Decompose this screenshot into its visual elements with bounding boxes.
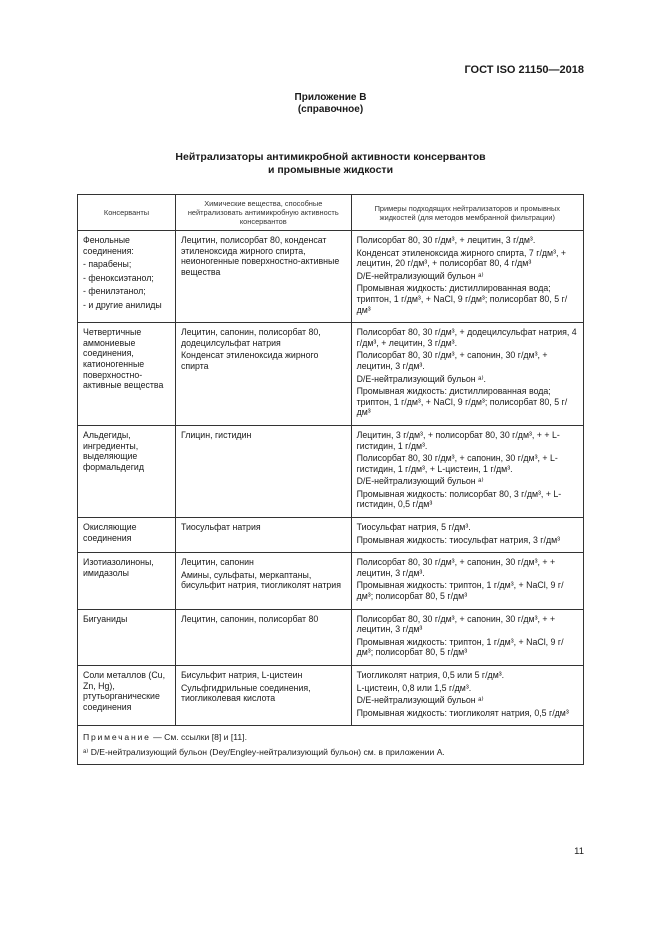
examples-cell <box>351 323 583 426</box>
table-row <box>78 609 584 665</box>
preservative-cell <box>78 231 176 323</box>
cell-line: Промывная жидкость: дистиллированная вода; триптон, 1 г/дм³, + NaCl, 9 г/дм³; полисорбат 80, 5 г/дм³ <box>356 283 568 315</box>
note-cell <box>78 726 584 765</box>
cell-line: Глицин, гистидин <box>180 429 252 440</box>
cell-line: Лецитин, сапонин, полисорбат 80, додецилсульфат натрия <box>180 327 321 348</box>
examples-cell <box>351 553 583 609</box>
cell-line: Промывная жидкость: триптон, 1 г/дм³, + NaCl, 9 г/дм³; полисорбат 80, 5 г/дм³ <box>356 580 564 602</box>
note-line <box>83 732 578 743</box>
note-row <box>78 726 584 765</box>
chemicals-cell <box>175 666 351 726</box>
cell-line: Бигуаниды <box>83 613 128 624</box>
cell-line: Четвертичные аммониевые соединения, катионогенные поверхностно-активные вещества <box>83 327 164 391</box>
table-header-row <box>78 195 584 231</box>
cell-line: Полисорбат 80, 30 г/дм³, + сапонин, 30 г/дм³, + L-гистидин, 1 г/дм³, + L-цистеин, 1 г/дм³. <box>356 453 558 474</box>
cell-line: Лецитин, сапонин, полисорбат 80 <box>180 613 319 624</box>
cell-line: Тиосульфат натрия <box>180 522 261 533</box>
cell-line: L-цистеин, 0,8 или 1,5 г/дм³. <box>356 682 472 693</box>
preservative-cell <box>78 425 176 517</box>
footnote: ᵃ⁾ D/E-нейтрализующий бульон (Dey/Engley-нейтрализующий бульон) см. в приложении А. <box>83 747 445 758</box>
cell-line: Окисляющие соединения <box>83 522 137 543</box>
cell-line: Полисорбат 80, 30 г/дм³, + лецитин, 3 г/дм³. <box>356 235 536 245</box>
cell-line: Промывная жидкость: полисорбат 80, 3 г/дм³, + L-гистидин, 0,5 г/дм³ <box>356 488 562 510</box>
cell-line: - и другие анилиды <box>83 299 162 310</box>
appendix-title: Приложение В <box>294 92 367 103</box>
standard-code: ГОСТ ISO 21150—2018 <box>464 64 584 76</box>
table-title-line-1: Нейтрализаторы антимикробной активности консервантов <box>175 151 486 163</box>
appendix-subtitle: (справочное) <box>297 104 364 115</box>
chemicals-cell <box>175 231 351 323</box>
cell-line: D/E-нейтрализующий бульон ᵃ⁾. <box>356 373 486 384</box>
examples-cell <box>351 231 583 323</box>
cell-line: - феноксиэтанол; <box>83 272 154 283</box>
note-text: — См. ссылки [8] и [11]. <box>150 732 247 743</box>
table-title-line-2: и промывные жидкости <box>267 164 394 176</box>
cell-line: D/E-нейтрализующий бульон ᵃ⁾ <box>356 695 484 706</box>
cell-line: Фенольные соединения: <box>83 235 134 256</box>
cell-line: Лецитин, сапонин <box>180 557 254 568</box>
note-label: Примечание <box>83 732 151 743</box>
cell-line: Конденсат этиленоксида жирного спирта, 7 г/дм³, + лецитин, 20 г/дм³, + полисорбат 80, 4 г/дм³ <box>356 247 567 269</box>
cell-line: Лецитин, полисорбат 80, конденсат этиленоксида жирного спирта, неионогенные поверхностно-активные вещества <box>180 235 340 277</box>
cell-line: Соли металлов (Cu, Zn, Hg), ртутьорганические соединения <box>83 670 166 712</box>
page-number: 11 <box>574 846 584 857</box>
cell-line: Полисорбат 80, 30 г/дм³, + сапонин, 30 г/дм³, + + лецитин, 3 г/дм³. <box>356 557 556 578</box>
neutralizers-table <box>77 194 584 765</box>
cell-line: Изотиазолиноны, имидазолы <box>83 557 154 578</box>
cell-line: Конденсат этиленоксида жирного спирта <box>180 350 319 371</box>
cell-line: D/E-нейтрализующий бульон ᵃ⁾ <box>356 476 484 487</box>
cell-line: Промывная жидкость: дистиллированная вода; триптон, 1 г/дм³, + NaCl, 9 г/дм³; полисорбат 80, 5 г/дм³ <box>356 386 568 418</box>
table-row <box>78 666 584 726</box>
cell-line: Промывная жидкость: тиосульфат натрия, 3 г/дм³ <box>356 534 561 545</box>
cell-line: Промывная жидкость: триптон, 1 г/дм³, + NaCl, 9 г/дм³; полисорбат 80, 5 г/дм³ <box>356 636 564 658</box>
table-row <box>78 518 584 553</box>
cell-line: Бисульфит натрия, L-цистеин <box>180 670 303 680</box>
cell-line: Полисорбат 80, 30 г/дм³, + сапонин, 30 г/дм³, + + лецитин, 3 г/дм³ <box>356 613 556 635</box>
preservative-cell <box>78 518 176 553</box>
cell-line: D/E-нейтрализующий бульон ᵃ⁾ <box>356 270 484 281</box>
chemicals-cell <box>175 553 351 609</box>
header-examples: Примеры подходящих нейтрализаторов и промывных жидкостей (для методов мембранной фильтрации) <box>351 195 583 231</box>
preservative-cell <box>78 323 176 426</box>
header-chemicals: Химические вещества, способные нейтрализовать антимикробную активность консервантов <box>175 195 351 231</box>
table-row <box>78 323 584 426</box>
cell-line: Полисорбат 80, 30 г/дм³, + сапонин, 30 г/дм³, + лецитин, 3 г/дм³. <box>356 350 548 371</box>
cell-line: Лецитин, 3 г/дм³, + полисорбат 80, 30 г/дм³, + + L-гистидин, 1 г/дм³. <box>356 429 560 451</box>
cell-line: Амины, сульфаты, меркаптаны, бисульфит натрия, тиогликолят натрия <box>180 569 341 591</box>
examples-cell <box>351 518 583 553</box>
cell-line: - фенилэтанол; <box>83 286 146 297</box>
preservative-cell <box>78 553 176 609</box>
cell-line: Альдегиды, ингредиенты, выделяющие формальдегид <box>83 429 144 472</box>
chemicals-cell <box>175 323 351 426</box>
cell-line: - парабены; <box>83 259 132 270</box>
preservative-cell <box>78 609 176 665</box>
table-row <box>78 425 584 517</box>
examples-cell <box>351 425 583 517</box>
chemicals-cell <box>175 609 351 665</box>
chemicals-cell <box>175 425 351 517</box>
examples-cell <box>351 666 583 726</box>
appendix-heading <box>0 92 661 116</box>
preservative-cell <box>78 666 176 726</box>
cell-line: Полисорбат 80, 30 г/дм³, + додецилсульфат натрия, 4 г/дм³, + лецитин, 3 г/дм³. <box>356 327 577 348</box>
cell-line: Промывная жидкость: тиогликолят натрия, 0,5 г/дм³ <box>356 707 569 718</box>
table-row <box>78 553 584 609</box>
table-row <box>78 231 584 323</box>
cell-line: Тиосульфат натрия, 5 г/дм³. <box>356 522 471 533</box>
cell-line: Тиогликолят натрия, 0,5 или 5 г/дм³. <box>356 670 505 680</box>
examples-cell <box>351 609 583 665</box>
cell-line: Сульфгидрильные соединения, тиогликолевая кислота <box>180 682 311 704</box>
chemicals-cell <box>175 518 351 553</box>
table-title <box>0 151 661 177</box>
header-preservatives: Консерванты <box>78 195 176 231</box>
